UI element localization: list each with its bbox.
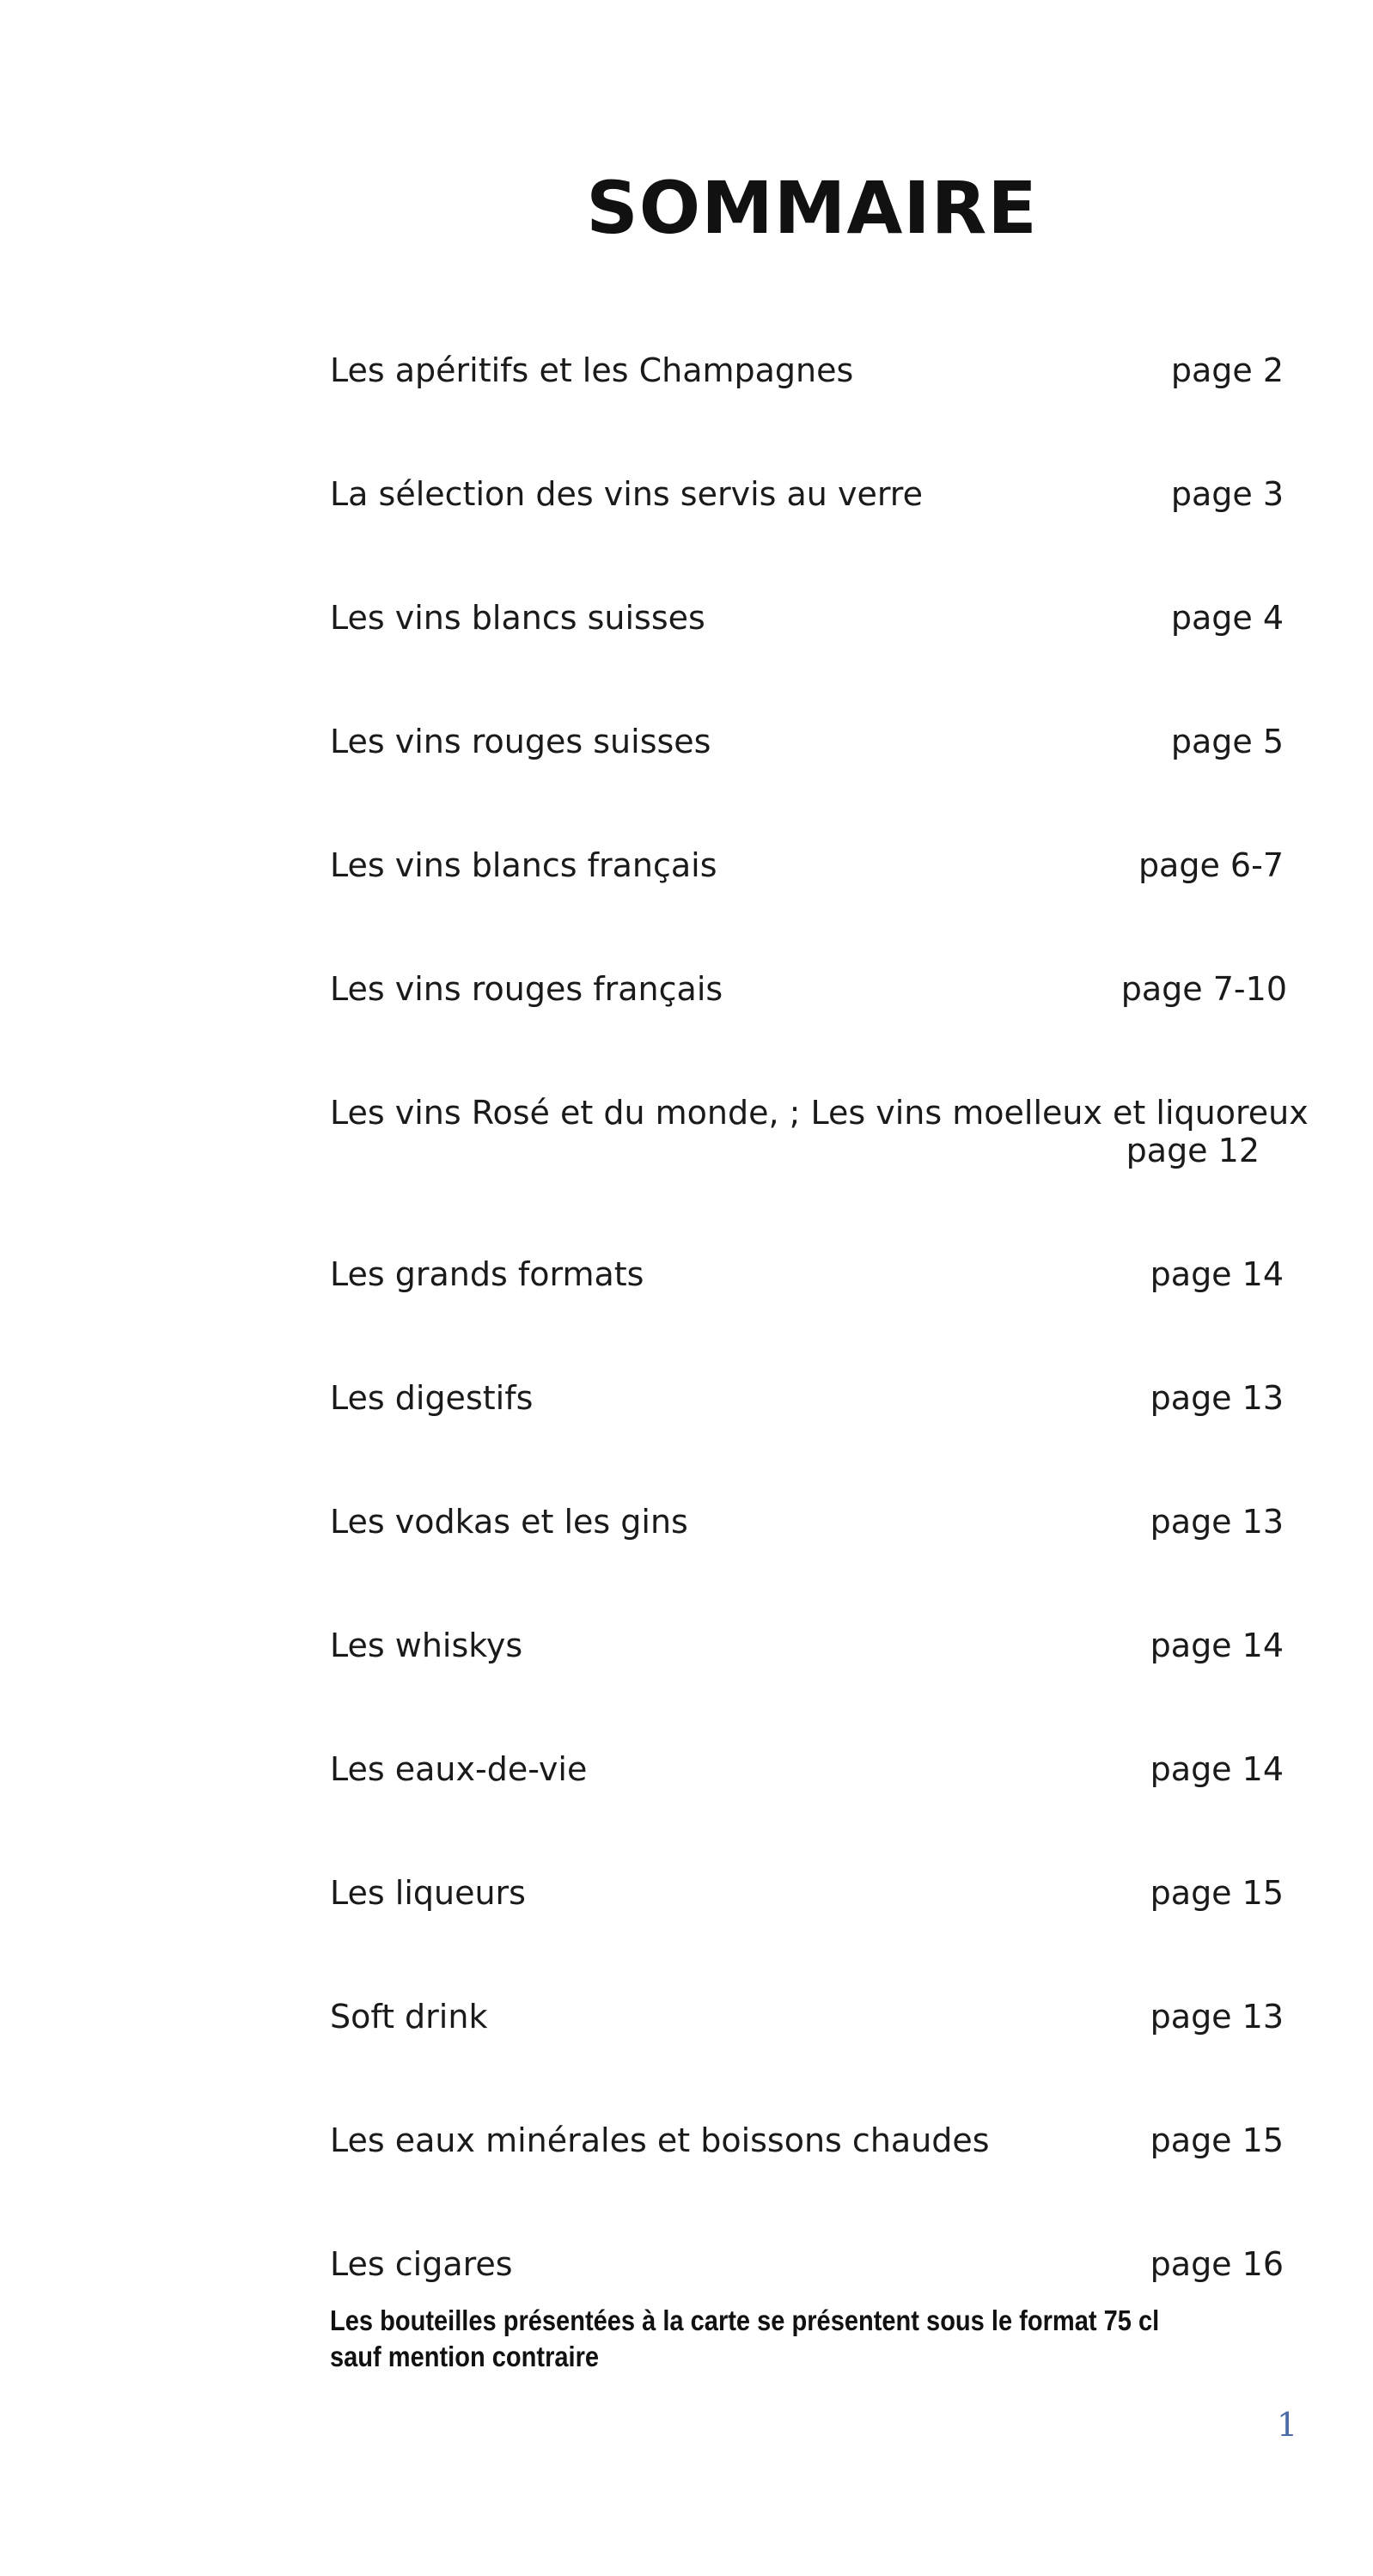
toc-entry-label: Les vodkas et les gins: [330, 1503, 688, 1541]
toc-entry-page: page 15: [1150, 2121, 1284, 2159]
toc-entry-label: Les eaux-de-vie: [330, 1750, 588, 1788]
toc-entry: [330, 1496, 1284, 1547]
toc-entry-label: Soft drink: [330, 1998, 488, 2036]
toc-entry: [330, 345, 1284, 396]
toc-entry-page: page 13: [1150, 1998, 1284, 2036]
toc-entry-label: Les whiskys: [330, 1627, 523, 1664]
toc-entry-page: page 13: [1150, 1379, 1284, 1417]
toc-entry: [330, 2238, 1284, 2290]
toc-entry-label: Les grands formats: [330, 1255, 644, 1293]
toc-entry-label: Les cigares: [330, 2245, 513, 2283]
toc-entry-page: page 7-10: [1120, 970, 1287, 1008]
toc-entry: [330, 592, 1284, 644]
toc-entry-page: page 2: [1170, 351, 1284, 389]
toc-entry: [330, 1620, 1284, 1671]
toc-entry-label: Les apéritifs et les Champagnes: [330, 351, 854, 389]
toc-entry-page: page 3: [1170, 475, 1284, 513]
toc-entry-label: Les digestifs: [330, 1379, 534, 1417]
toc-entry-label: Les vins rouges suisses: [330, 723, 711, 760]
toc-entry: [330, 2115, 1284, 2166]
toc-entry-page: page 12: [1126, 1132, 1260, 1169]
toc-entry: [330, 1991, 1284, 2042]
toc-entry: [330, 716, 1284, 767]
toc-entry: [330, 468, 1284, 520]
toc-entry: [330, 839, 1284, 891]
toc-entry-label: Les vins Rosé et du monde, ; Les vins moelleux et liquoreux: [330, 1094, 1309, 1132]
toc-entry-label: Les liqueurs: [330, 1874, 526, 1912]
toc-entry-page: page 4: [1170, 599, 1284, 637]
toc-entry-page: page 15: [1150, 1874, 1284, 1912]
toc-entry-label: Les vins blancs suisses: [330, 599, 705, 637]
toc-entry-label: Les vins rouges français: [330, 970, 723, 1008]
toc-entry-page: page 16: [1150, 2245, 1284, 2283]
toc-entry: [330, 1867, 1284, 1919]
toc-entry: [330, 963, 1287, 1015]
toc-entry: [330, 1372, 1284, 1424]
format-footnote: Les bouteilles présentées à la carte se présentent sous le format 75 cl sauf mention contraire: [330, 2304, 1160, 2372]
toc-entry-page: page 14: [1150, 1627, 1284, 1664]
toc-entry: [330, 1248, 1284, 1300]
toc-entry-label: Les eaux minérales et boissons chaudes: [330, 2121, 990, 2159]
toc-entry-page: page 14: [1150, 1255, 1284, 1293]
toc-entry-page: page 14: [1150, 1750, 1284, 1788]
toc-entry-page: page 6-7: [1138, 846, 1284, 884]
toc-entry-page: page 13: [1150, 1503, 1284, 1541]
toc-entry-label: La sélection des vins servis au verre: [330, 475, 923, 513]
toc-entry-label: Les vins blancs français: [330, 846, 717, 884]
page-title: SOMMAIRE: [586, 166, 1038, 250]
toc-entry-page: page 5: [1170, 723, 1284, 760]
page-number: 1: [1277, 2406, 1298, 2444]
toc-entry: [330, 1087, 1309, 1169]
toc-entry: [330, 1743, 1284, 1795]
